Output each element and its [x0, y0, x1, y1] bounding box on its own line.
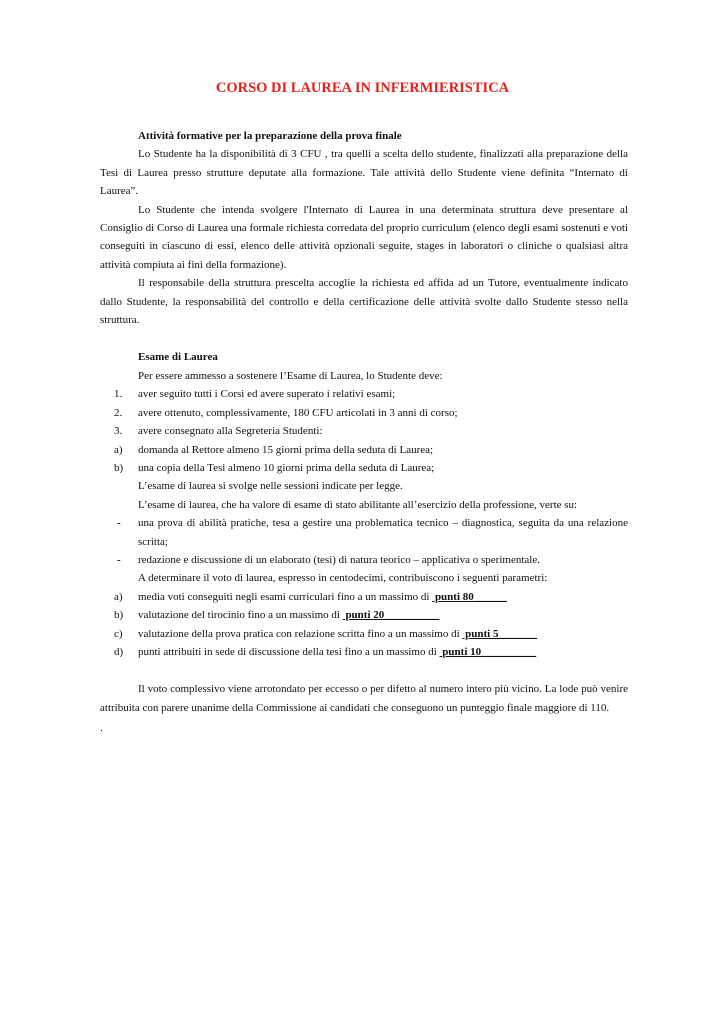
paragraph: L’esame di laurea si svolge nelle sessioni indicate per legge. [138, 480, 403, 493]
parameter-points: punti 20__________ [342, 609, 440, 622]
list-text [138, 643, 628, 661]
list-item [100, 551, 628, 569]
list-marker: c) [114, 627, 123, 640]
list-item [100, 625, 628, 643]
list-marker: a) [114, 443, 123, 456]
list-text: aver seguito tutti i Corsi ed avere superato i relativi esami; [138, 388, 396, 401]
list-text: una copia della Tesi almeno 10 giorni prima della seduta di Laurea; [138, 461, 435, 474]
closing-paragraph: Il voto complessivo viene arrotondato per eccesso o per difetto al numero intero più vicino. La lode può venire attribuita con parere unanime della Commissione ai candidati che conseguono un punteggio finale maggiore di 110. [100, 683, 628, 714]
list-marker: d) [114, 645, 124, 658]
list-text: redazione e discussione di un elaborato (tesi) di natura teorico – applicativa o sperimentale. [138, 553, 540, 566]
document-title: CORSO DI LAUREA IN INFERMIERISTICA [215, 80, 510, 96]
list-marker: - [117, 517, 121, 530]
list-marker: - [117, 553, 121, 566]
list-item [100, 588, 628, 606]
list-text [138, 588, 628, 606]
list-item [100, 643, 628, 661]
paragraph: Lo Studente che intenda svolgere l'Internato di Laurea in una determinata struttura deve presentare al Consiglio di Corso di Laurea una formale richiesta corredata del proprio curriculum (elenco degli esami sostenuti e voti conseguiti in ciascuno di essi, elenco delle attività opzionali seguite, stages in laboratori o cliniche o qualsiasi altra attività compiuta ai fini della formazione). [100, 203, 628, 271]
parameter-points: punti 5_______ [462, 627, 537, 640]
list-marker: 2. [114, 406, 123, 419]
paragraph: Il responsabile della struttura prescelta accoglie la richiesta ed affida ad un Tutore, eventualmente indicato dallo Studente, la responsabilità del controllo e della certificazione delle attività svolte dallo Studente stesso nella struttura. [100, 277, 628, 327]
document-body [100, 127, 628, 738]
list-item [100, 385, 628, 403]
section-heading-esame: Esame di Laurea [138, 351, 218, 364]
parameter-text: valutazione della prova pratica con relazione scritta fino a un massimo di [138, 627, 463, 640]
list-marker: a) [114, 590, 123, 603]
list-item [100, 422, 628, 440]
paragraph: A determinare il voto di laurea, espresso in centodecimi, contribuiscono i seguenti parametri: [138, 572, 548, 585]
list-marker: b) [114, 609, 124, 622]
list-text: domanda al Rettore almeno 15 giorni prima della seduta di Laurea; [138, 443, 434, 456]
parameter-points: punti 80______ [432, 590, 507, 603]
list-item [100, 459, 628, 477]
paragraph: L’esame di laurea, che ha valore di esame di stato abilitante all’esercizio della professione, verte su: [138, 498, 578, 511]
list-marker: 1. [114, 388, 123, 401]
list-text [138, 606, 628, 624]
section-heading-internato: Attività formative per la preparazione della prova finale [138, 130, 402, 142]
paragraph: Lo Studente ha la disponibilità di 3 CFU , tra quelli a scelta dello studente, finalizzati alla preparazione della Tesi di Laurea presso strutture deputate alla formazione. Tale attività dello Studente viene definita “Internato di Laurea”. [100, 148, 628, 198]
list-item [100, 514, 628, 551]
list-text: avere consegnato alla Segreteria Studenti: [138, 425, 323, 438]
list-marker: b) [114, 461, 124, 474]
list-item [100, 441, 628, 459]
parameter-text: punti attribuiti in sede di discussione della tesi fino a un massimo di [138, 645, 440, 658]
list-marker: 3. [114, 425, 123, 438]
paragraph: Per essere ammesso a sostenere l’Esame di Laurea, lo Studente deve: [138, 369, 443, 382]
list-item [100, 404, 628, 422]
parameter-text: valutazione del tirocinio fino a un massimo di [138, 609, 343, 622]
parameter-text: media voti conseguiti negli esami curriculari fino a un massimo di [138, 590, 433, 603]
list-text [138, 625, 628, 643]
parameter-points: punti 10__________ [439, 645, 537, 658]
list-item [100, 606, 628, 624]
list-text: una prova di abilità pratiche, tesa a gestire una problematica tecnico – diagnostica, seguita da una relazione scritta; [138, 517, 628, 548]
list-text: avere ottenuto, complessivamente, 180 CFU articolati in 3 anni di corso; [138, 406, 458, 419]
trailing-dot: . [100, 722, 103, 735]
